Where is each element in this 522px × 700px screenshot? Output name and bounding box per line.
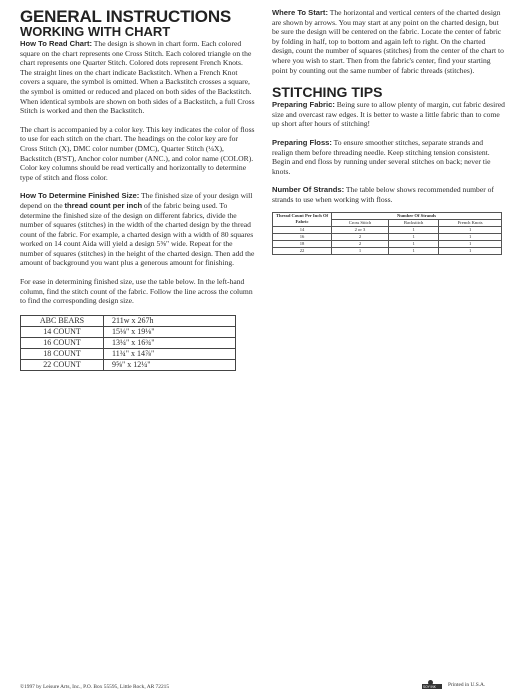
design-table-size: 11¾" x 14⅞"	[104, 348, 236, 359]
section-title-working-with-chart: WORKING WITH CHART	[20, 24, 171, 39]
strands-col-header: French Knots	[439, 219, 502, 226]
design-table-size: 9⅝" x 12¼"	[104, 359, 236, 370]
copyright-footer: ©1997 by Leisure Arts, Inc., P.O. Box 55595, Little Rock, AR 72215	[20, 684, 170, 690]
strands-table-cell: 2 or 3	[332, 226, 389, 233]
strands-table	[272, 212, 502, 255]
design-table-row	[21, 337, 236, 348]
printed-in-usa: Printed in U.S.A.	[448, 682, 486, 688]
design-size-table	[20, 315, 236, 371]
design-table-row	[21, 348, 236, 359]
strands-col-header: Backstitch	[388, 219, 438, 226]
preparing-floss-paragraph	[272, 138, 506, 176]
design-table-size: 15⅛" x 19⅛"	[104, 326, 236, 337]
page-title: GENERAL INSTRUCTIONS	[20, 7, 232, 26]
soy-ink-logo-text: SOY INK	[423, 684, 436, 689]
finished-size-paragraph	[20, 191, 256, 268]
finished-size-text-a: The finished size of your design will depend on the	[20, 191, 253, 210]
design-table-fabric: 14 COUNT	[21, 326, 104, 337]
number-strands-paragraph	[272, 185, 506, 204]
preparing-fabric-lead: Preparing Fabric:	[272, 100, 335, 110]
strands-table-cell: 1	[439, 233, 502, 240]
strands-table-row	[273, 240, 502, 247]
where-to-start-text: The horizontal and vertical centers of the charted design are shown by arrows. You may start at any point on the charted design, but be sure the design will be centered on the fabric. Locate the center of fabric by folding in half, top to bottom and again left to right. On the charted design, count the number of squares (stitches) from the center of the chart to where you wish to start. Then from the fabric's center, find your starting point by counting out the same number of fabric threads (stitches).	[272, 8, 504, 75]
design-table-fabric: 18 COUNT	[21, 348, 104, 359]
design-table-size: 211w x 267h	[104, 315, 236, 326]
strands-table-cell: 14	[273, 226, 332, 233]
preparing-floss-lead: Preparing Floss:	[272, 137, 332, 147]
strands-table-cell: 1	[439, 240, 502, 247]
left-column	[20, 8, 256, 371]
strands-table-row	[273, 226, 502, 233]
strands-table-cell: 1	[439, 247, 502, 254]
where-to-start-lead: Where To Start:	[272, 8, 328, 17]
strands-table-row	[273, 233, 502, 240]
strands-table-cell: 1	[388, 247, 438, 254]
ease-paragraph: For ease in determining finished size, use the table below. In the left-hand column, find the stitch count of the fabric. Follow the line across the column to find the corresponding design size.	[20, 277, 253, 306]
strands-table-cell: 1	[388, 240, 438, 247]
stitching-tips-title: STITCHING TIPS	[272, 84, 383, 101]
soy-ink-badge	[422, 680, 485, 690]
preparing-fabric-text: Being sure to allow plenty of margin, cut fabric desired size and overcast raw edges. It is better to waste a little fabric than to come up short after hours of stitching!	[272, 100, 505, 129]
strands-group-header: Number Of Strands	[332, 212, 502, 219]
strands-table-cell: 18	[273, 240, 332, 247]
color-key-paragraph: The chart is accompanied by a color key. This key indicates the color of floss to use for each stitch on the chart. The headings on the color key are for Cross Stitch (X), DMC color number (DMC), Quarter Stitch (¼X), Backstitch (B'ST), Anchor color number (ANC.), and color name (COLOR). Color key columns should be read vertically and horizontally to determine type of stitch and floss color.	[20, 124, 255, 182]
preparing-floss-text: To ensure smoother stitches, separate strands and realign them before threading needle. Keep stitching tension consistent. Begin and end floss by running under several stitches on back; never tie knots.	[272, 137, 491, 176]
design-table-row	[21, 315, 236, 326]
strands-col-header: Cross Stitch	[332, 219, 389, 226]
design-table-fabric: ABC BEARS	[21, 315, 104, 326]
strands-table-cell: 1	[332, 247, 389, 254]
where-to-start-paragraph	[272, 8, 506, 75]
strands-table-cell: 1	[388, 233, 438, 240]
read-chart-text: The design is shown in chart form. Each colored square on the chart represents one Cross Stitch. Each colored triangle on the chart represents one Quarter Stitch. Colored dots represent French Knots. The straight lines on the chart indicate Backstitch. When a French Knot covers a square, the symbol is omitted. When a Backstitch crosses a square, the symbol is omitted or reduced and placed on both sides of the Backstitch. When identical symbols are shown on both sides of a Backstitch, a full Cross Stitch is worked and then the Backstitch.	[20, 39, 255, 116]
number-strands-lead: Number Of Strands:	[272, 185, 345, 195]
number-strands-text: The table below shows recommended number of strands to use when working with floss.	[272, 185, 494, 204]
finished-size-lead: How To Determine Finished Size:	[20, 191, 140, 201]
soy-ink-logo-icon	[422, 680, 444, 690]
finished-size-bold: thread count per inch	[64, 200, 143, 210]
design-table-row	[21, 359, 236, 370]
strands-table-cell: 22	[273, 247, 332, 254]
design-table-row	[21, 326, 236, 337]
strands-table-cell: 16	[273, 233, 332, 240]
strands-corner-header: Thread Count Per Inch Of Fabric	[273, 212, 332, 226]
design-table-size: 13¼" x 16¾"	[104, 337, 236, 348]
design-table-fabric: 16 COUNT	[21, 337, 104, 348]
right-column	[272, 8, 506, 255]
strands-table-cell: 1	[388, 226, 438, 233]
preparing-fabric-paragraph	[272, 100, 506, 129]
strands-table-row	[273, 247, 502, 254]
finished-size-text-b: of the fabric being used. To determine the finished size of the design on different fabrics, divide the number of squares (stitches) in the width of the charted design by the thread count of the fabric. For example, a charted design with a width of 80 squares worked on 14 count Aida will yield a design 5⅝" wide. Repeat for the number of squares (stitches) in the height of the charted design. Then add the amount of background you want plus a generous amount for finishing.	[20, 200, 255, 268]
strands-table-cell: 1	[439, 226, 502, 233]
strands-table-cell: 2	[332, 240, 389, 247]
strands-table-cell: 2	[332, 233, 389, 240]
design-table-fabric: 22 COUNT	[21, 359, 104, 370]
read-chart-lead: How To Read Chart:	[20, 39, 92, 48]
read-chart-paragraph	[20, 39, 256, 116]
